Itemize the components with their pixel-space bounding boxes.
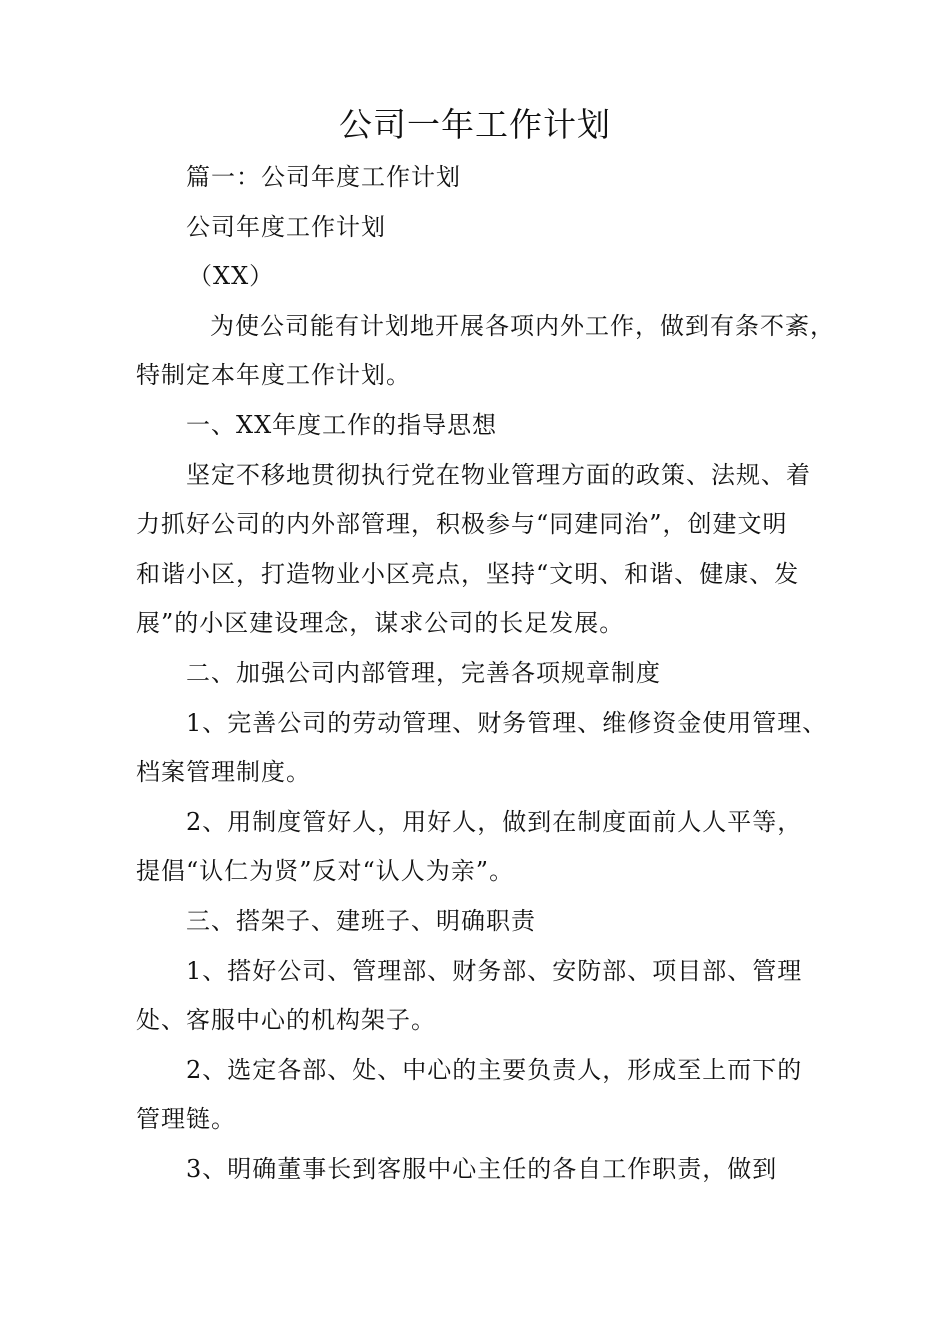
section-heading: 篇一：公司年度工作计划 xyxy=(186,163,461,191)
paragraph-line: 特制定本年度工作计划。 xyxy=(136,361,411,390)
paragraph-line: 档案管理制度。 xyxy=(136,758,311,787)
document-body xyxy=(136,153,836,1194)
paragraph-line: 力抓好公司的内外部管理，积极参与“同建同治”，创建文明 xyxy=(136,510,788,539)
section-heading: 二、加强公司内部管理，完善各项规章制度 xyxy=(186,658,661,687)
section-heading: 三、搭架子、建班子、明确职责 xyxy=(186,906,536,935)
paragraph-line: 处、客服中心的机构架子。 xyxy=(136,1006,436,1035)
document-title: 公司一年工作计划 xyxy=(339,105,611,144)
paragraph-line: 展”的小区建设理念，谋求公司的长足发展。 xyxy=(136,609,625,638)
paragraph-line: 管理链。 xyxy=(136,1105,236,1134)
subheading: 公司年度工作计划 xyxy=(186,212,386,241)
paragraph-line: 为使公司能有计划地开展各项内外工作，做到有条不紊， xyxy=(210,311,835,340)
paragraph-line: 坚定不移地贯彻执行党在物业管理方面的政策、法规、着 xyxy=(186,460,811,489)
paragraph-line: 1、完善公司的劳动管理、财务管理、维修资金使用管理、 xyxy=(186,708,828,737)
paragraph-line: 1、搭好公司、管理部、财务部、安防部、项目部、管理 xyxy=(186,956,803,985)
section-heading: 一、XX年度工作的指导思想 xyxy=(186,410,498,439)
paragraph-line: 3、明确董事长到客服中心主任的各自工作职责，做到 xyxy=(186,1154,778,1183)
paragraph-line: 2、用制度管好人，用好人，做到在制度面前人人平等， xyxy=(186,807,803,836)
paragraph-line: 2、选定各部、处、中心的主要负责人，形成至上而下的 xyxy=(186,1055,803,1084)
paragraph-line: 和谐小区，打造物业小区亮点，坚持“文明、和谐、健康、发 xyxy=(136,559,800,588)
paragraph-line: 提倡“认仁为贤”反对“认人为亲”。 xyxy=(136,857,515,886)
year-placeholder: （XX） xyxy=(188,262,275,291)
